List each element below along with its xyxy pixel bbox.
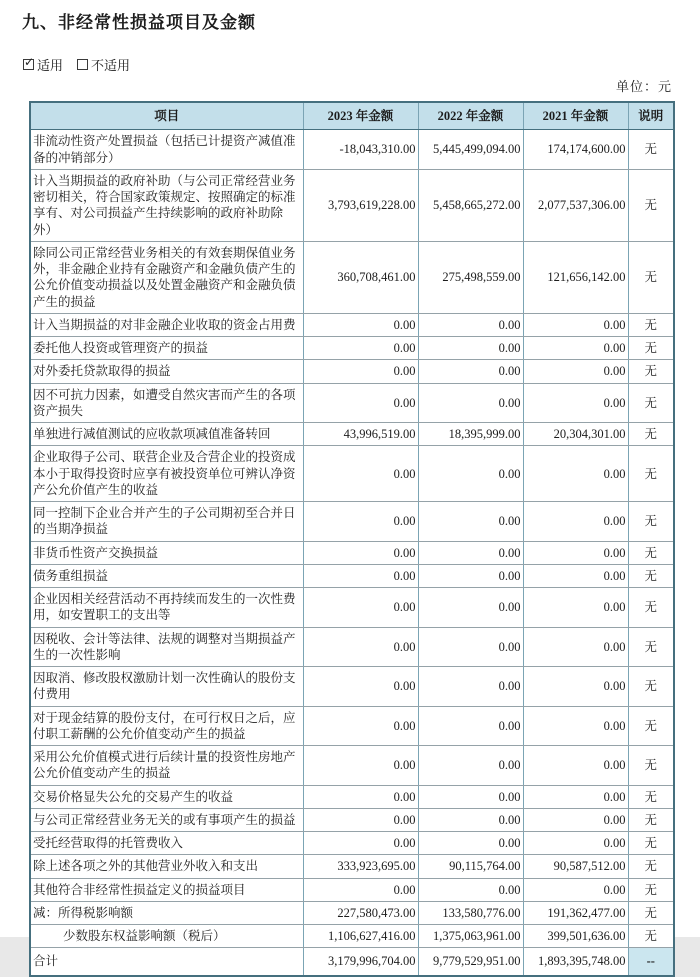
table-row bbox=[30, 313, 674, 336]
amount-2021-cell: 174,174,600.00 bbox=[523, 130, 628, 170]
amount-2021-cell: 0.00 bbox=[523, 313, 628, 336]
amount-2022-cell: 0.00 bbox=[418, 564, 523, 587]
item-cell: 非货币性资产交换损益 bbox=[30, 541, 303, 564]
amount-2023-cell: 0.00 bbox=[303, 588, 418, 628]
item-cell: 因不可抗力因素，如遭受自然灾害而产生的各项资产损失 bbox=[30, 383, 303, 423]
amount-2021-cell: 0.00 bbox=[523, 627, 628, 667]
amount-2023-cell: 0.00 bbox=[303, 541, 418, 564]
applicable-label: 适用 bbox=[37, 58, 64, 73]
amount-2021-cell: 0.00 bbox=[523, 337, 628, 360]
amount-2022-cell: 5,458,665,272.00 bbox=[418, 169, 523, 241]
note-cell: 无 bbox=[628, 785, 674, 808]
column-header-4: 说明 bbox=[628, 102, 674, 130]
amount-2022-cell: 0.00 bbox=[418, 706, 523, 746]
table-row bbox=[30, 925, 674, 948]
note-cell: 无 bbox=[628, 169, 674, 241]
note-cell: 无 bbox=[628, 130, 674, 170]
note-cell: 无 bbox=[628, 627, 674, 667]
note-cell: 无 bbox=[628, 855, 674, 878]
amount-2023-cell: 0.00 bbox=[303, 785, 418, 808]
item-cell: 同一控制下企业合并产生的子公司期初至合并日的当期净损益 bbox=[30, 502, 303, 542]
amount-2021-cell: 0.00 bbox=[523, 785, 628, 808]
amount-2022-cell: 5,445,499,094.00 bbox=[418, 130, 523, 170]
amount-2022-cell: 133,580,776.00 bbox=[418, 901, 523, 924]
item-cell: 与公司正常经营业务无关的或有事项产生的损益 bbox=[30, 808, 303, 831]
column-header-3: 2021 年金额 bbox=[523, 102, 628, 130]
amount-2022-cell: 0.00 bbox=[418, 588, 523, 628]
unit-label: 单位：元 bbox=[615, 79, 672, 94]
table-row bbox=[30, 785, 674, 808]
table-row bbox=[30, 855, 674, 878]
amount-2023-cell: 43,996,519.00 bbox=[303, 423, 418, 446]
applicability-row bbox=[23, 55, 144, 74]
note-cell: 无 bbox=[628, 878, 674, 901]
amount-2021-cell: 0.00 bbox=[523, 878, 628, 901]
amount-2021-cell: 0.00 bbox=[523, 502, 628, 542]
note-cell: 无 bbox=[628, 832, 674, 855]
note-cell: 无 bbox=[628, 446, 674, 502]
amount-2021-cell: 399,501,636.00 bbox=[523, 925, 628, 948]
amount-2022-cell: 0.00 bbox=[418, 383, 523, 423]
amount-2021-cell: 90,587,512.00 bbox=[523, 855, 628, 878]
note-cell: 无 bbox=[628, 564, 674, 587]
item-cell: 计入当期损益的政府补助（与公司正常经营业务密切相关，符合国家政策规定、按照确定的标准享有、对公司损益产生持续影响的政府补助除外） bbox=[30, 169, 303, 241]
amount-2023-cell: 0.00 bbox=[303, 564, 418, 587]
amount-2022-cell: 0.00 bbox=[418, 785, 523, 808]
amount-2022-cell: 0.00 bbox=[418, 746, 523, 786]
amount-2023-cell: -18,043,310.00 bbox=[303, 130, 418, 170]
table-row bbox=[30, 541, 674, 564]
checkbox-checked-icon bbox=[23, 55, 35, 70]
table-row bbox=[30, 241, 674, 313]
amount-2022-cell: 0.00 bbox=[418, 832, 523, 855]
amount-2021-cell: 0.00 bbox=[523, 360, 628, 383]
table-row bbox=[30, 808, 674, 831]
note-cell: 无 bbox=[628, 541, 674, 564]
amount-2022-cell: 0.00 bbox=[418, 667, 523, 707]
amount-2023-cell: 0.00 bbox=[303, 627, 418, 667]
item-cell: 计入当期损益的对非金融企业收取的资金占用费 bbox=[30, 313, 303, 336]
item-cell: 对于现金结算的股份支付，在可行权日之后，应付职工薪酬的公允价值变动产生的损益 bbox=[30, 706, 303, 746]
amount-2022-cell: 0.00 bbox=[418, 541, 523, 564]
amount-2022-cell: 0.00 bbox=[418, 360, 523, 383]
table-row bbox=[30, 746, 674, 786]
amount-2021-cell: 1,893,395,748.00 bbox=[523, 948, 628, 976]
amount-2023-cell: 0.00 bbox=[303, 446, 418, 502]
note-cell: 无 bbox=[628, 746, 674, 786]
amount-2022-cell: 0.00 bbox=[418, 446, 523, 502]
amount-2021-cell: 0.00 bbox=[523, 446, 628, 502]
amount-2021-cell: 191,362,477.00 bbox=[523, 901, 628, 924]
amount-2023-cell: 0.00 bbox=[303, 337, 418, 360]
amount-2022-cell: 0.00 bbox=[418, 337, 523, 360]
column-header-0: 项目 bbox=[30, 102, 303, 130]
table-row bbox=[30, 901, 674, 924]
amount-2022-cell: 0.00 bbox=[418, 502, 523, 542]
amount-2023-cell: 3,793,619,228.00 bbox=[303, 169, 418, 241]
table-row bbox=[30, 667, 674, 707]
item-cell: 企业取得子公司、联营企业及合营企业的投资成本小于取得投资时应享有被投资单位可辨认净资产公允价值产生的收益 bbox=[30, 446, 303, 502]
note-cell: 无 bbox=[628, 360, 674, 383]
item-cell: 因税收、会计等法律、法规的调整对当期损益产生的一次性影响 bbox=[30, 627, 303, 667]
item-cell: 减：所得税影响额 bbox=[30, 901, 303, 924]
item-cell: 合计 bbox=[30, 948, 303, 976]
table-row bbox=[30, 446, 674, 502]
note-cell: 无 bbox=[628, 502, 674, 542]
amount-2021-cell: 20,304,301.00 bbox=[523, 423, 628, 446]
item-cell: 采用公允价值模式进行后续计量的投资性房地产公允价值变动产生的损益 bbox=[30, 746, 303, 786]
section-title: 九、非经常性损益项目及金额 bbox=[22, 13, 256, 32]
amount-2023-cell: 0.00 bbox=[303, 746, 418, 786]
table-row bbox=[30, 588, 674, 628]
table-row bbox=[30, 502, 674, 542]
amount-2023-cell: 0.00 bbox=[303, 313, 418, 336]
amount-2023-cell: 0.00 bbox=[303, 667, 418, 707]
item-cell: 其他符合非经常性损益定义的损益项目 bbox=[30, 878, 303, 901]
check-icon: ✓ bbox=[24, 55, 35, 69]
item-cell: 受托经营取得的托管费收入 bbox=[30, 832, 303, 855]
amount-2023-cell: 227,580,473.00 bbox=[303, 901, 418, 924]
amount-2023-cell: 0.00 bbox=[303, 706, 418, 746]
amount-2023-cell: 0.00 bbox=[303, 808, 418, 831]
checkbox-unchecked-icon bbox=[77, 59, 88, 70]
item-cell: 单独进行减值测试的应收款项减值准备转回 bbox=[30, 423, 303, 446]
item-cell: 企业因相关经营活动不再持续而发生的一次性费用，如安置职工的支出等 bbox=[30, 588, 303, 628]
item-cell: 除同公司正常经营业务相关的有效套期保值业务外，非金融企业持有金融资产和金融负债产生的公允价值变动损益以及处置金融资产和金融负债产生的损益 bbox=[30, 241, 303, 313]
item-cell: 债务重组损益 bbox=[30, 564, 303, 587]
not-applicable-option bbox=[77, 55, 130, 74]
note-cell: 无 bbox=[628, 588, 674, 628]
item-cell: 对外委托贷款取得的损益 bbox=[30, 360, 303, 383]
amount-2021-cell: 0.00 bbox=[523, 541, 628, 564]
amount-2023-cell: 3,179,996,704.00 bbox=[303, 948, 418, 976]
amount-2023-cell: 0.00 bbox=[303, 878, 418, 901]
table-row bbox=[30, 360, 674, 383]
amount-2021-cell: 0.00 bbox=[523, 564, 628, 587]
note-cell: -- bbox=[628, 948, 674, 976]
note-cell: 无 bbox=[628, 808, 674, 831]
total-row bbox=[30, 948, 674, 976]
amount-2022-cell: 0.00 bbox=[418, 627, 523, 667]
table-row bbox=[30, 564, 674, 587]
table-row bbox=[30, 169, 674, 241]
amount-2023-cell: 333,923,695.00 bbox=[303, 855, 418, 878]
note-cell: 无 bbox=[628, 667, 674, 707]
table-row bbox=[30, 627, 674, 667]
item-cell: 交易价格显失公允的交易产生的收益 bbox=[30, 785, 303, 808]
table-row bbox=[30, 383, 674, 423]
note-cell: 无 bbox=[628, 901, 674, 924]
non-recurring-items-table bbox=[29, 101, 675, 977]
amount-2023-cell: 0.00 bbox=[303, 360, 418, 383]
note-cell: 无 bbox=[628, 423, 674, 446]
amount-2021-cell: 0.00 bbox=[523, 808, 628, 831]
column-header-2: 2022 年金额 bbox=[418, 102, 523, 130]
table-header-row bbox=[30, 102, 674, 130]
table-row bbox=[30, 832, 674, 855]
table-row bbox=[30, 878, 674, 901]
not-applicable-label: 不适用 bbox=[91, 58, 131, 73]
amount-2022-cell: 1,375,063,961.00 bbox=[418, 925, 523, 948]
amount-2021-cell: 0.00 bbox=[523, 832, 628, 855]
amount-2021-cell: 2,077,537,306.00 bbox=[523, 169, 628, 241]
item-cell: 除上述各项之外的其他营业外收入和支出 bbox=[30, 855, 303, 878]
amount-2023-cell: 0.00 bbox=[303, 383, 418, 423]
item-cell: 非流动性资产处置损益（包括已计提资产减值准备的冲销部分） bbox=[30, 130, 303, 170]
amount-2021-cell: 0.00 bbox=[523, 383, 628, 423]
table-row bbox=[30, 423, 674, 446]
item-cell: 委托他人投资或管理资产的损益 bbox=[30, 337, 303, 360]
amount-2021-cell: 0.00 bbox=[523, 706, 628, 746]
note-cell: 无 bbox=[628, 706, 674, 746]
amount-2022-cell: 90,115,764.00 bbox=[418, 855, 523, 878]
table-row bbox=[30, 706, 674, 746]
amount-2022-cell: 18,395,999.00 bbox=[418, 423, 523, 446]
amount-2021-cell: 0.00 bbox=[523, 588, 628, 628]
note-cell: 无 bbox=[628, 313, 674, 336]
table-row bbox=[30, 337, 674, 360]
note-cell: 无 bbox=[628, 337, 674, 360]
amount-2023-cell: 360,708,461.00 bbox=[303, 241, 418, 313]
amount-2022-cell: 0.00 bbox=[418, 808, 523, 831]
amount-2021-cell: 0.00 bbox=[523, 746, 628, 786]
item-cell: 因取消、修改股权激励计划一次性确认的股份支付费用 bbox=[30, 667, 303, 707]
amount-2022-cell: 0.00 bbox=[418, 313, 523, 336]
amount-2021-cell: 0.00 bbox=[523, 667, 628, 707]
column-header-1: 2023 年金额 bbox=[303, 102, 418, 130]
amount-2022-cell: 275,498,559.00 bbox=[418, 241, 523, 313]
applicable-option bbox=[23, 55, 63, 74]
note-cell: 无 bbox=[628, 383, 674, 423]
amount-2021-cell: 121,656,142.00 bbox=[523, 241, 628, 313]
note-cell: 无 bbox=[628, 241, 674, 313]
amount-2023-cell: 0.00 bbox=[303, 832, 418, 855]
table-row bbox=[30, 130, 674, 170]
amount-2023-cell: 1,106,627,416.00 bbox=[303, 925, 418, 948]
amount-2023-cell: 0.00 bbox=[303, 502, 418, 542]
note-cell: 无 bbox=[628, 925, 674, 948]
item-cell: 少数股东权益影响额（税后） bbox=[30, 925, 303, 948]
amount-2022-cell: 0.00 bbox=[418, 878, 523, 901]
amount-2022-cell: 9,779,529,951.00 bbox=[418, 948, 523, 976]
